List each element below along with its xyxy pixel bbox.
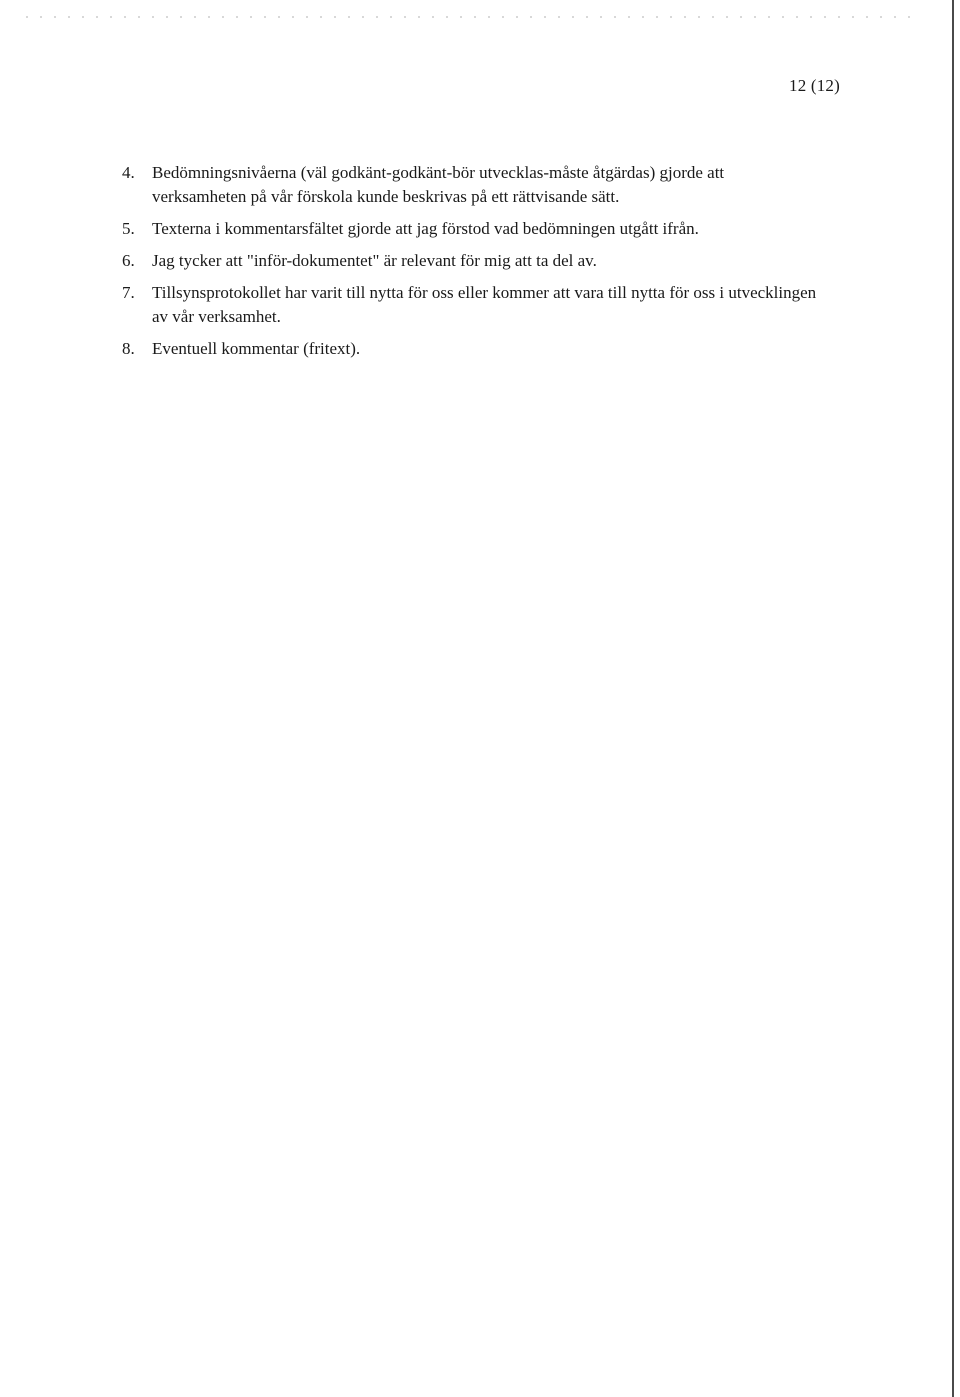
item-text: Texterna i kommentarsfältet gjorde att jag förstod vad bedömningen utgått ifrån. xyxy=(152,219,699,238)
list-item xyxy=(122,161,822,209)
item-number: 5. xyxy=(122,219,135,238)
scan-artifact xyxy=(20,16,920,18)
scan-edge xyxy=(952,0,954,1397)
item-text: Tillsynsprotokollet har varit till nytta för oss eller kommer att vara till nytta för oss i utvecklingen av vår verksamhet. xyxy=(152,283,817,326)
question-list xyxy=(122,161,822,369)
item-number: 4. xyxy=(122,163,135,182)
list-item xyxy=(122,249,822,273)
item-text: Jag tycker att "inför-dokumentet" är relevant för mig att ta del av. xyxy=(152,251,597,270)
list-item xyxy=(122,281,822,329)
item-number: 8. xyxy=(122,339,135,358)
page-number: 12 (12) xyxy=(789,76,840,95)
item-number: 7. xyxy=(122,283,135,302)
item-text: Bedömningsnivåerna (väl godkänt-godkänt-bör utvecklas-måste åtgärdas) gjorde att verksamheten på vår förskola kunde beskrivas på ett rättvisande sätt. xyxy=(152,163,725,206)
list-item xyxy=(122,337,822,361)
item-number: 6. xyxy=(122,251,135,270)
item-text: Eventuell kommentar (fritext). xyxy=(152,339,361,358)
list-item xyxy=(122,217,822,241)
